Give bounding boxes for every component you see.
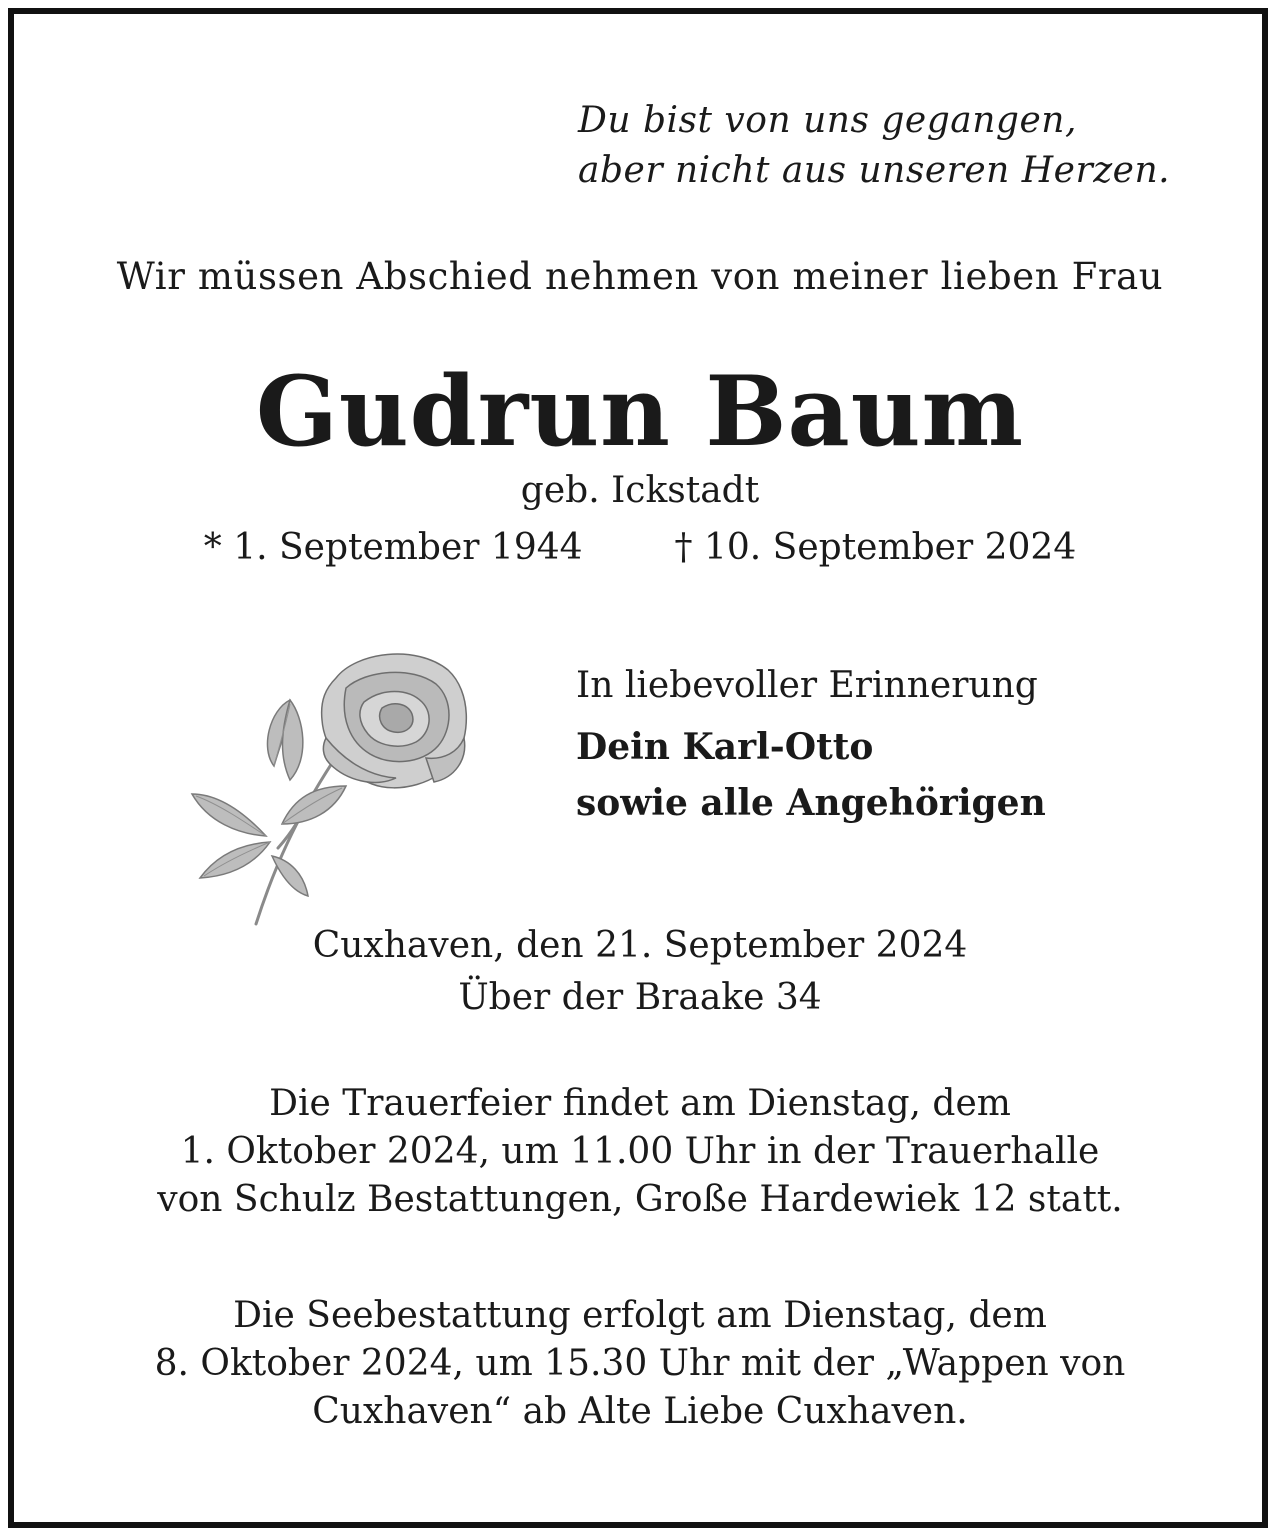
death-date: † 10. September 2024 [674,527,1077,568]
place-and-address [0,920,1280,1024]
maiden-name: geb. Ickstadt [520,470,760,511]
remembrance-heading: In liebevoller Erinnerung [576,665,1038,706]
intro-text: Wir müssen Abschied nehmen von meiner lieben Frau [116,255,1164,298]
funeral-line-2: 1. Oktober 2024, um 11.00 Uhr in der Trauerhalle [180,1131,1100,1172]
place-date: Cuxhaven, den 21. September 2024 [312,925,968,966]
funeral-line-1: Die Trauerfeier findet am Dienstag, dem [269,1083,1011,1124]
signer-family: sowie alle Angehörigen [576,782,1046,824]
burial-line-3: Cuxhaven“ ab Alte Liebe Cuxhaven. [312,1391,968,1432]
birth-date: * 1. September 1944 [203,527,583,568]
burial-line-2: 8. Oktober 2024, um 15.30 Uhr mit der „Wappen von [154,1343,1126,1384]
quote-line-2: aber nicht aus unseren Herzen. [578,150,1171,191]
address: Über der Braake 34 [458,977,822,1018]
rose-icon [186,648,476,930]
sea-burial-info [0,1292,1280,1436]
funeral-line-3: von Schulz Bestattungen, Große Hardewiek 12 statt. [157,1179,1123,1220]
deceased-name: Gudrun Baum [255,355,1025,468]
burial-line-1: Die Seebestattung erfolgt am Dienstag, dem [233,1295,1047,1336]
funeral-service-info [0,1080,1280,1224]
signer-primary: Dein Karl-Otto [576,726,874,768]
quote [578,96,1170,196]
quote-line-1: Du bist von uns gegangen, [578,100,1077,141]
life-dates [0,526,1280,570]
